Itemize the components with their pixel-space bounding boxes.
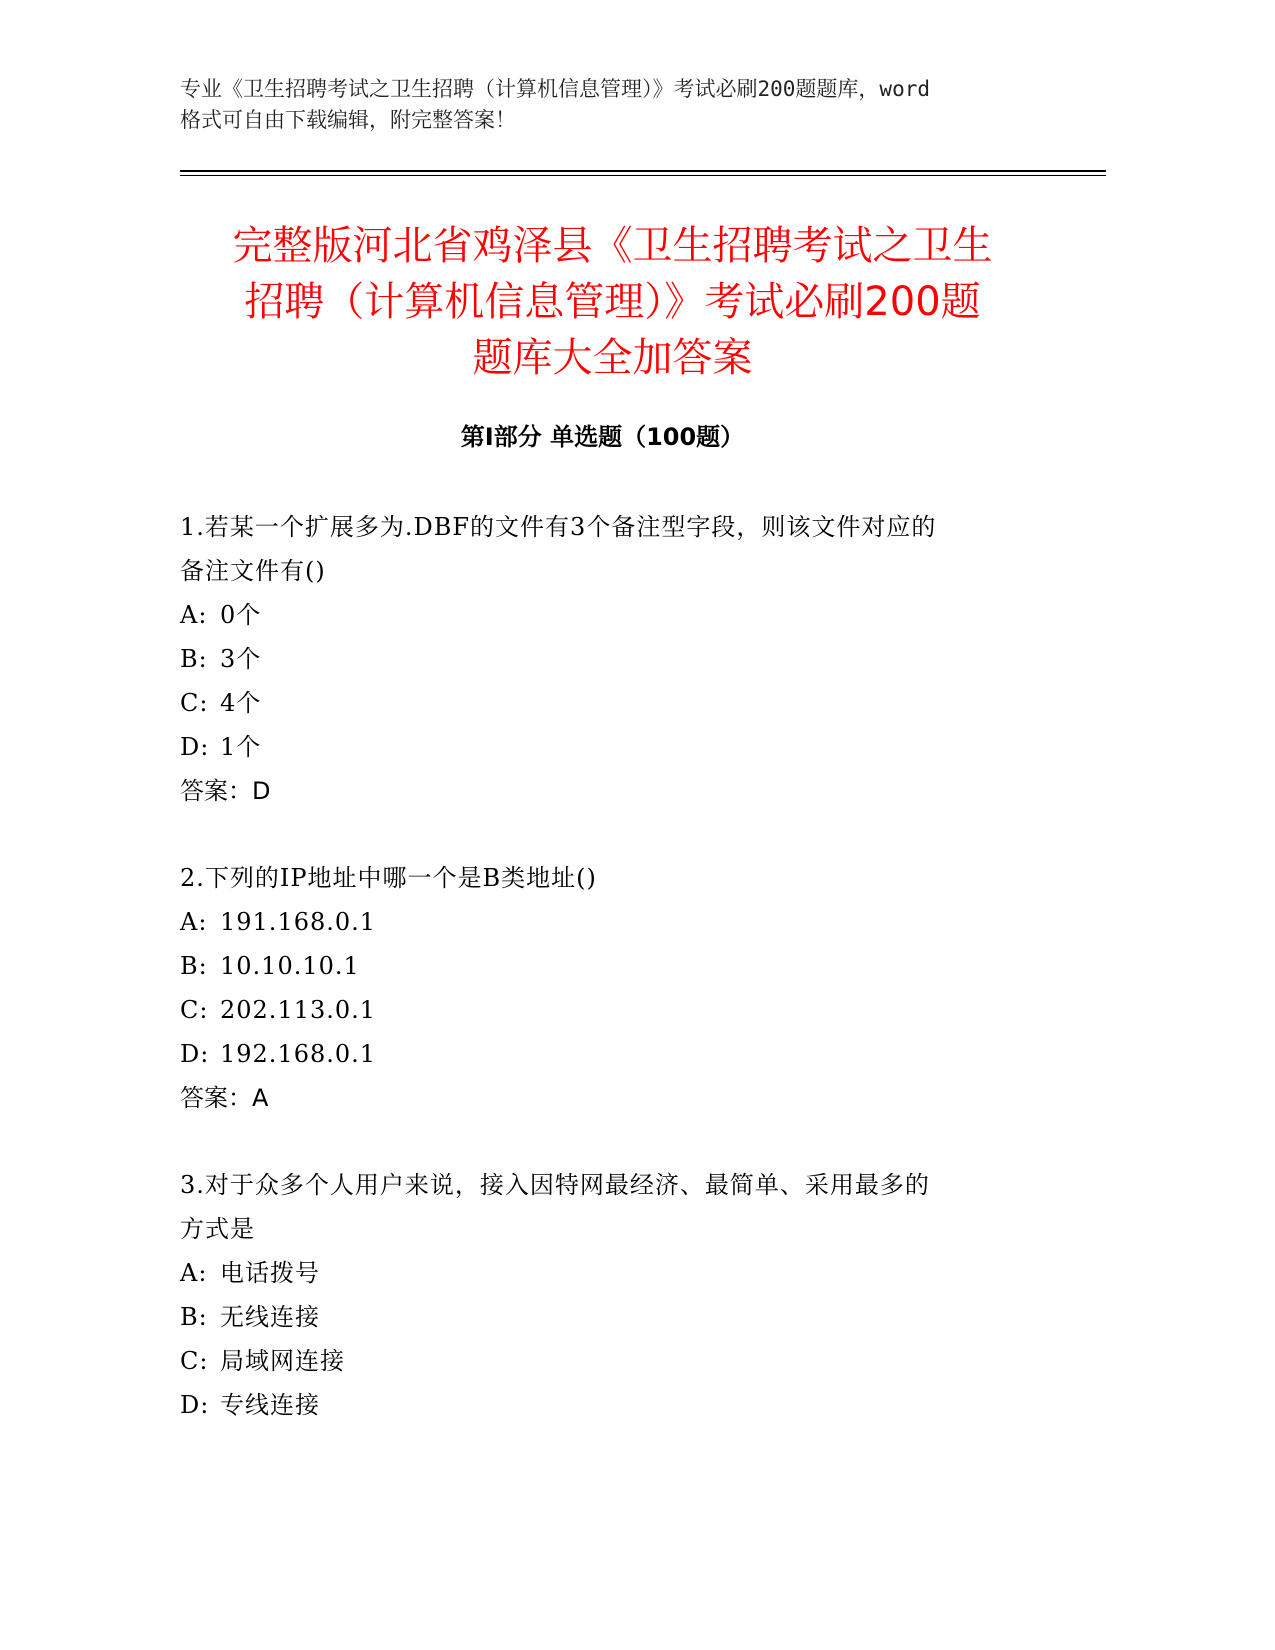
question-3: [180, 1163, 1040, 1427]
option-key: C:: [180, 996, 209, 1024]
question-2: [180, 856, 1040, 1120]
option-b: [180, 637, 1040, 681]
header-note: [180, 74, 1060, 136]
question-stem-line-1: 2.下列的IP地址中哪一个是B类地址(): [180, 864, 597, 892]
option-key: C:: [180, 1347, 209, 1375]
question-stem: [180, 505, 1040, 593]
option-text: 专线连接: [220, 1391, 320, 1419]
option-key: B:: [180, 645, 208, 673]
option-text: 202.113.0.1: [220, 996, 377, 1024]
option-a: [180, 900, 1040, 944]
option-text: 局域网连接: [220, 1347, 345, 1375]
option-b: [180, 1295, 1040, 1339]
question-stem-line-1: 1.若某一个扩展多为.DBF的文件有3个备注型字段，则该文件对应的: [180, 513, 937, 541]
question-stem-line-2: 方式是: [180, 1215, 255, 1243]
option-text: 电话拨号: [220, 1259, 320, 1287]
option-c: [180, 681, 1040, 725]
document-title: [150, 218, 1075, 386]
option-d: [180, 725, 1040, 769]
option-c: [180, 988, 1040, 1032]
option-key: A:: [180, 601, 208, 629]
header-note-line-2: 格式可自由下载编辑，附完整答案！: [180, 108, 516, 132]
question-list: [180, 505, 1040, 1470]
option-text: 1个: [220, 733, 262, 761]
header-divider-thin: [180, 175, 1106, 176]
option-key: B:: [180, 952, 208, 980]
option-key: D:: [180, 733, 210, 761]
question-stem: [180, 856, 1040, 900]
option-text: 无线连接: [220, 1303, 320, 1331]
title-line-1: 完整版河北省鸡泽县《卫生招聘考试之卫生: [232, 223, 993, 269]
option-a: [180, 593, 1040, 637]
answer: 答案：A: [180, 1084, 269, 1112]
option-text: 192.168.0.1: [220, 1040, 377, 1068]
option-key: D:: [180, 1391, 210, 1419]
option-key: D:: [180, 1040, 210, 1068]
answer: 答案：D: [180, 777, 271, 805]
question-1: [180, 505, 1040, 813]
header-note-line-1: 专业《卫生招聘考试之卫生招聘（计算机信息管理）》考试必刷200题题库，word: [180, 77, 930, 101]
question-stem-line-1: 3.对于众多个人用户来说，接入因特网最经济、最简单、采用最多的: [180, 1171, 930, 1199]
option-text: 4个: [220, 689, 262, 717]
option-c: [180, 1339, 1040, 1383]
option-text: 3个: [220, 645, 262, 673]
option-d: [180, 1032, 1040, 1076]
option-text: 191.168.0.1: [220, 908, 377, 936]
option-text: 0个: [220, 601, 262, 629]
option-key: A:: [180, 908, 208, 936]
title-line-2: 招聘（计算机信息管理）》考试必刷200题: [244, 279, 981, 325]
section-title: 第Ⅰ部分 单选题（100题）: [460, 423, 745, 451]
option-a: [180, 1251, 1040, 1295]
option-b: [180, 944, 1040, 988]
option-key: C:: [180, 689, 209, 717]
question-stem: [180, 1163, 1040, 1251]
option-d: [180, 1383, 1040, 1427]
title-line-3: 题库大全加答案: [472, 335, 753, 381]
option-key: A:: [180, 1259, 208, 1287]
question-stem-line-2: 备注文件有(): [180, 557, 326, 585]
option-text: 10.10.10.1: [220, 952, 360, 980]
option-key: B:: [180, 1303, 208, 1331]
header-divider-thick: [180, 170, 1106, 172]
